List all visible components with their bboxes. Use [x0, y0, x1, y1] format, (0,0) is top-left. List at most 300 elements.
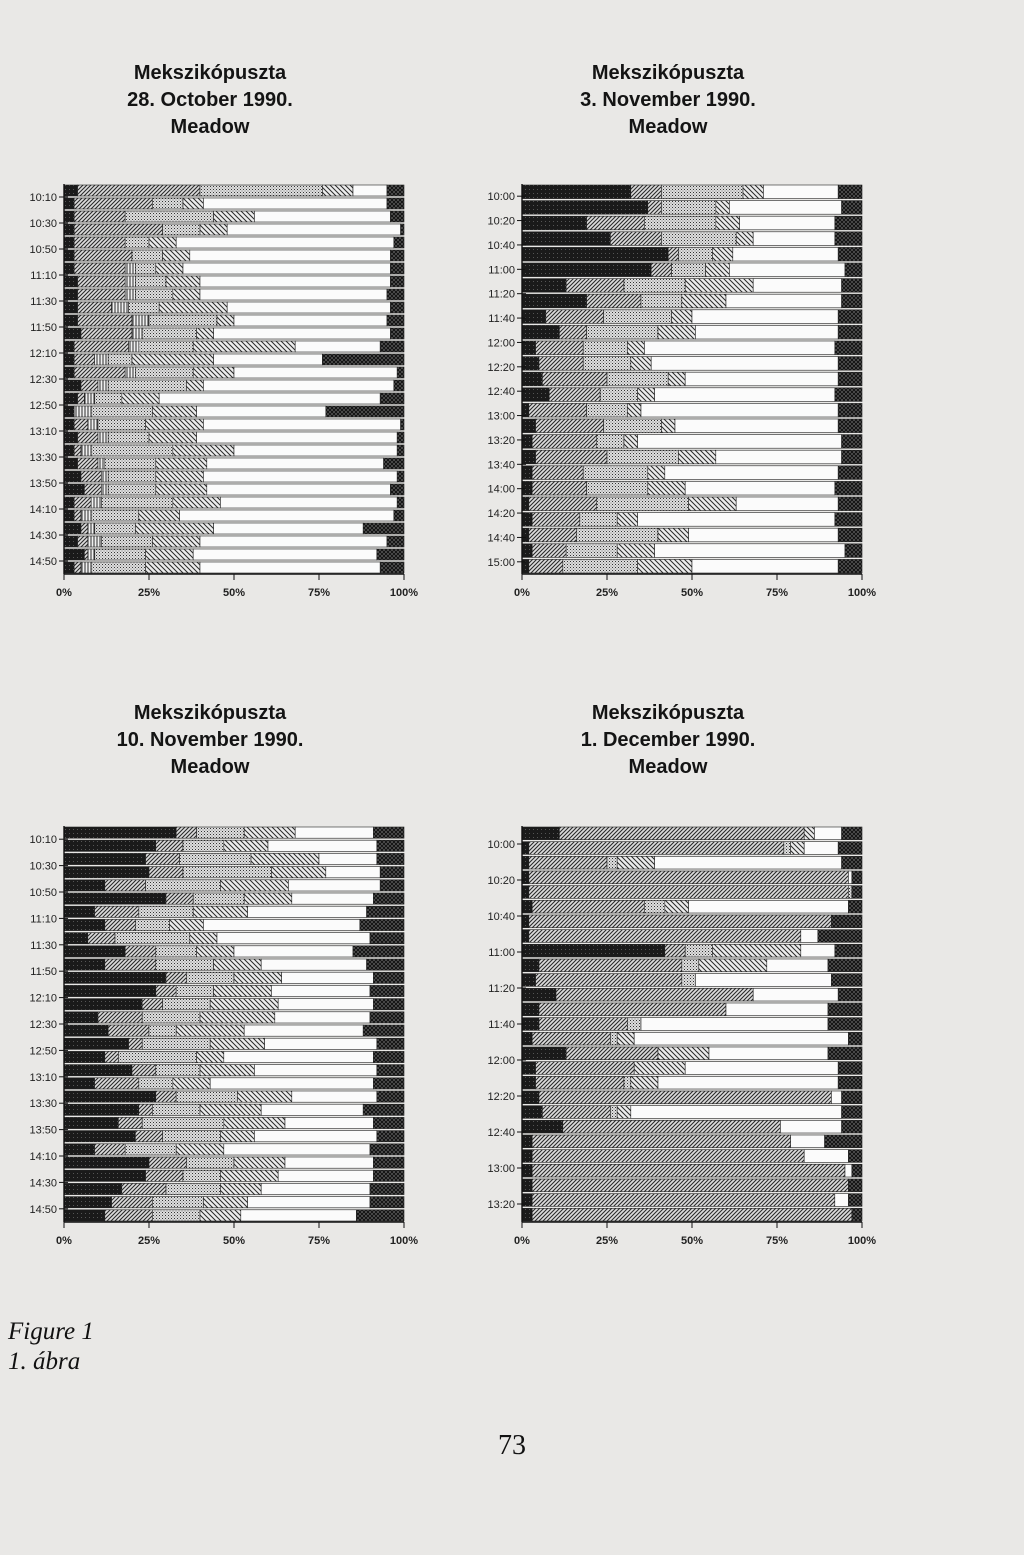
stipple-seg-2-1 [661, 185, 743, 199]
white-seg-2-9 [692, 310, 838, 324]
black-seg-1-16 [64, 380, 81, 391]
fdiag-seg-4-11 [536, 974, 682, 987]
y-tick-label: 13:00 [487, 410, 515, 423]
stipple-seg-4-6 [644, 900, 664, 913]
white-seg-4-16 [709, 1047, 828, 1060]
y-tick-label: 14:10 [29, 504, 57, 516]
stipple-seg-2-14 [600, 388, 637, 402]
figure-caption-english: Figure 1 [8, 1318, 94, 1345]
black-seg-3-24 [64, 1131, 135, 1142]
white-seg-1-6 [190, 250, 391, 261]
bdiag-seg-1-12 [197, 328, 214, 339]
vert-seg-1-21 [81, 445, 91, 456]
fdiag-seg-1-3 [74, 211, 125, 222]
black-seg-3-8 [64, 919, 105, 930]
black-seg-4-13 [522, 1003, 539, 1016]
black-seg-2-16 [522, 419, 536, 433]
white-seg-2-25 [692, 559, 838, 573]
cross-seg-3-2 [377, 840, 404, 851]
white-seg-4-2 [804, 842, 838, 855]
black-seg-1-30 [64, 562, 74, 573]
stipple-seg-3-5 [146, 880, 221, 891]
white-seg-4-21 [780, 1120, 841, 1133]
white-seg-3-16 [244, 1025, 363, 1036]
stipple-seg-2-4 [661, 232, 736, 246]
white-seg-2-3 [740, 216, 835, 230]
cross-seg-2-22 [835, 513, 862, 527]
fdiag-seg-3-4 [149, 867, 183, 878]
fdiag-seg-1-5 [74, 237, 125, 248]
stipple-seg-3-15 [142, 1012, 200, 1023]
white-seg-1-2 [203, 198, 387, 209]
fdiag-seg-2-17 [532, 435, 597, 449]
white-seg-3-30 [241, 1210, 357, 1221]
fdiag-seg-3-5 [105, 880, 146, 891]
stipple-seg-1-6 [132, 250, 163, 261]
stipple-seg-3-23 [142, 1117, 224, 1128]
black-seg-2-10 [522, 325, 559, 339]
fdiag-seg-3-9 [88, 933, 115, 944]
x-tick-label: 25% [137, 1235, 161, 1247]
black-seg-3-5 [64, 880, 105, 891]
black-seg-2-11 [522, 341, 536, 355]
fdiag-seg-4-23 [532, 1150, 804, 1163]
vert-seg-1-30 [81, 562, 91, 573]
stipple-seg-3-16 [149, 1025, 176, 1036]
black-seg-3-25 [64, 1144, 95, 1155]
stipple-seg-1-8 [135, 276, 166, 287]
x-tick-label: 0% [514, 1235, 530, 1247]
white-seg-1-30 [200, 562, 380, 573]
bdiag-seg-3-8 [169, 919, 203, 930]
y-tick-label: 14:00 [487, 483, 515, 496]
cross-seg-1-1 [387, 185, 404, 196]
cross-seg-1-6 [390, 250, 404, 261]
bdiag-seg-1-20 [149, 432, 197, 443]
white-seg-2-21 [736, 497, 838, 511]
bdiag-seg-1-14 [132, 354, 214, 365]
bdiag-seg-2-6 [706, 263, 730, 277]
bdiag-seg-2-15 [627, 403, 641, 417]
cross-seg-3-4 [380, 867, 404, 878]
black-seg-1-6 [64, 250, 74, 261]
vert-seg-1-17 [84, 393, 94, 404]
cross-seg-2-16 [838, 419, 862, 433]
black-seg-2-5 [522, 247, 668, 261]
cross-seg-4-22 [825, 1135, 862, 1148]
cross-seg-4-16 [828, 1047, 862, 1060]
bdiag-seg-3-13 [214, 985, 272, 996]
fdiag-seg-1-14 [74, 354, 94, 365]
white-seg-1-18 [197, 406, 326, 417]
stipple-seg-1-9 [135, 289, 172, 300]
cross-seg-1-29 [377, 549, 404, 560]
black-seg-1-19 [64, 419, 74, 430]
bdiag-seg-1-8 [166, 276, 200, 287]
black-seg-3-10 [64, 946, 125, 957]
stipple-seg-3-11 [156, 959, 214, 970]
cross-seg-1-14 [322, 354, 404, 365]
x-tick-label: 25% [137, 587, 161, 599]
fdiag-seg-4-21 [563, 1120, 781, 1133]
y-tick-label: 12:00 [487, 1055, 515, 1067]
vert-seg-1-24 [101, 484, 108, 495]
y-tick-label: 13:40 [487, 459, 515, 472]
fdiag-seg-3-17 [129, 1038, 143, 1049]
bdiag-seg-1-9 [173, 289, 200, 300]
cross-seg-2-5 [838, 247, 862, 261]
fdiag-seg-2-16 [536, 419, 604, 433]
fdiag-seg-4-2 [529, 842, 784, 855]
white-seg-2-17 [638, 435, 842, 449]
bdiag-seg-3-27 [220, 1170, 278, 1181]
stipple-seg-3-20 [139, 1078, 173, 1089]
bdiag-seg-3-11 [214, 959, 262, 970]
stipple-seg-4-9 [685, 944, 712, 957]
fdiag-seg-1-22 [78, 458, 98, 469]
bdiag-seg-1-5 [149, 237, 176, 248]
fdiag-seg-2-9 [546, 310, 604, 324]
stipple-seg-4-20 [610, 1106, 617, 1119]
fdiag-seg-3-2 [156, 840, 183, 851]
stipple-seg-1-28 [101, 536, 152, 547]
fdiag-seg-1-29 [84, 549, 87, 560]
cross-seg-3-13 [370, 985, 404, 996]
fdiag-seg-3-21 [156, 1091, 176, 1102]
white-seg-1-23 [203, 471, 397, 482]
white-seg-2-12 [651, 357, 838, 371]
fdiag-seg-3-16 [108, 1025, 149, 1036]
cross-seg-1-12 [390, 328, 404, 339]
y-tick-label: 12:30 [29, 374, 57, 386]
fdiag-seg-4-19 [539, 1091, 831, 1104]
stipple-seg-1-24 [108, 484, 156, 495]
x-tick-label: 75% [307, 1235, 331, 1247]
bdiag-seg-3-6 [244, 893, 292, 904]
cross-seg-2-8 [842, 294, 862, 308]
white-seg-1-22 [207, 458, 384, 469]
black-seg-2-9 [522, 310, 546, 324]
white-seg-1-26 [180, 510, 394, 521]
fdiag-seg-2-11 [536, 341, 584, 355]
x-tick-label: 75% [765, 1235, 789, 1247]
fdiag-seg-3-26 [149, 1157, 186, 1168]
black-seg-3-30 [64, 1210, 105, 1221]
fdiag-seg-1-9 [78, 289, 126, 300]
fdiag-seg-2-20 [532, 481, 586, 495]
white-seg-1-4 [227, 224, 400, 235]
black-seg-1-25 [64, 497, 74, 508]
fdiag-seg-1-15 [74, 367, 125, 378]
cross-seg-3-27 [373, 1170, 404, 1181]
fdiag-seg-3-14 [142, 999, 162, 1010]
black-seg-2-23 [522, 528, 529, 542]
fdiag-seg-3-3 [146, 853, 180, 864]
fdiag-seg-2-22 [532, 513, 580, 527]
stipple-seg-1-1 [200, 185, 322, 196]
stipple-seg-2-10 [587, 325, 658, 339]
fdiag-seg-1-25 [74, 497, 91, 508]
white-seg-2-10 [695, 325, 838, 339]
vert-seg-1-12 [132, 328, 142, 339]
cross-seg-4-7 [831, 915, 862, 928]
bdiag-seg-3-23 [224, 1117, 285, 1128]
fdiag-seg-4-26 [532, 1194, 835, 1207]
stipple-seg-3-30 [152, 1210, 200, 1221]
white-seg-4-17 [685, 1062, 838, 1075]
white-seg-2-6 [729, 263, 845, 277]
fdiag-seg-3-10 [125, 946, 156, 957]
fdiag-seg-1-24 [84, 484, 101, 495]
bdiag-seg-4-1 [804, 827, 814, 840]
white-seg-2-15 [641, 403, 838, 417]
fdiag-seg-1-27 [81, 523, 88, 534]
cross-seg-2-11 [835, 341, 862, 355]
white-seg-1-3 [254, 211, 390, 222]
stipple-seg-3-8 [135, 919, 169, 930]
cross-seg-3-30 [356, 1210, 404, 1221]
y-tick-label: 10:20 [487, 875, 515, 887]
vert-seg-1-9 [125, 289, 135, 300]
black-seg-4-4 [522, 871, 529, 884]
stipple-seg-3-18 [118, 1051, 196, 1062]
fdiag-seg-2-8 [587, 294, 641, 308]
fdiag-seg-4-10 [539, 959, 682, 972]
black-seg-4-8 [522, 930, 529, 943]
bdiag-seg-3-16 [176, 1025, 244, 1036]
fdiag-seg-2-19 [532, 466, 583, 480]
vert-seg-1-19 [88, 419, 98, 430]
y-tick-label: 11:10 [30, 270, 57, 282]
y-tick-label: 12:50 [29, 400, 57, 412]
fdiag-seg-2-21 [529, 497, 597, 511]
white-seg-3-18 [224, 1051, 374, 1062]
x-tick-label: 25% [595, 1235, 619, 1247]
black-seg-3-15 [64, 1012, 98, 1023]
white-seg-1-24 [207, 484, 391, 495]
stipple-seg-2-19 [583, 466, 648, 480]
black-seg-4-23 [522, 1150, 532, 1163]
white-seg-1-20 [197, 432, 398, 443]
black-seg-1-23 [64, 471, 81, 482]
vert-seg-1-11 [132, 315, 149, 326]
bdiag-seg-3-30 [200, 1210, 241, 1221]
bdiag-seg-1-17 [122, 393, 159, 404]
cross-seg-4-9 [835, 944, 862, 957]
y-tick-label: 12:30 [29, 1019, 57, 1031]
stipple-seg-3-7 [139, 906, 193, 917]
y-tick-label: 15:00 [487, 556, 515, 569]
black-seg-1-15 [64, 367, 74, 378]
stipple-seg-2-20 [587, 481, 648, 495]
black-seg-4-18 [522, 1076, 536, 1089]
cross-seg-3-3 [377, 853, 404, 864]
cross-seg-1-23 [397, 471, 404, 482]
cross-seg-1-10 [390, 302, 404, 313]
fdiag-seg-2-5 [668, 247, 678, 261]
cross-seg-3-23 [373, 1117, 404, 1128]
bdiag-seg-3-9 [190, 933, 217, 944]
white-seg-3-24 [254, 1131, 376, 1142]
white-seg-3-14 [278, 999, 373, 1010]
fdiag-seg-1-21 [74, 445, 81, 456]
y-tick-label: 10:00 [487, 191, 515, 204]
white-seg-1-12 [214, 328, 391, 339]
white-seg-2-1 [763, 185, 838, 199]
cross-seg-4-8 [818, 930, 862, 943]
y-tick-label: 12:20 [487, 361, 515, 374]
cross-seg-2-17 [842, 435, 862, 449]
stipple-seg-1-15 [135, 367, 193, 378]
black-seg-2-7 [522, 279, 566, 293]
fdiag-seg-4-16 [566, 1047, 658, 1060]
bdiag-seg-4-2 [791, 842, 805, 855]
white-seg-4-20 [631, 1106, 842, 1119]
fdiag-seg-1-13 [74, 341, 128, 352]
cross-seg-2-19 [838, 466, 862, 480]
white-seg-2-5 [733, 247, 838, 261]
white-seg-4-4 [848, 871, 851, 884]
cross-seg-3-22 [363, 1104, 404, 1115]
chart-panel-1 [29, 184, 418, 599]
cross-seg-1-15 [397, 367, 404, 378]
cross-seg-3-26 [373, 1157, 404, 1168]
fdiag-seg-2-12 [539, 357, 583, 371]
y-tick-label: 10:10 [29, 834, 57, 847]
black-seg-1-14 [64, 354, 74, 365]
cross-seg-2-2 [842, 201, 862, 215]
cross-seg-3-7 [367, 906, 404, 917]
x-tick-label: 50% [222, 587, 246, 599]
x-tick-label: 25% [595, 587, 619, 599]
cross-seg-2-13 [838, 372, 862, 386]
cross-seg-4-6 [848, 900, 862, 913]
cross-seg-1-13 [380, 341, 404, 352]
x-tick-label: 100% [389, 1235, 419, 1247]
stipple-seg-1-18 [91, 406, 152, 417]
bdiag-seg-2-9 [672, 310, 692, 324]
white-seg-2-4 [753, 232, 835, 246]
black-seg-3-22 [64, 1104, 139, 1115]
white-seg-4-12 [753, 988, 838, 1001]
cross-seg-4-19 [842, 1091, 862, 1104]
stipple-seg-1-14 [108, 354, 132, 365]
y-tick-label: 13:10 [29, 1071, 57, 1084]
stipple-seg-2-17 [597, 435, 624, 449]
white-seg-4-15 [634, 1032, 848, 1045]
stipple-seg-2-3 [644, 216, 715, 230]
y-tick-label: 11:10 [30, 913, 57, 926]
white-seg-3-22 [261, 1104, 363, 1115]
y-tick-label: 12:10 [29, 348, 57, 360]
bdiag-seg-4-10 [699, 959, 767, 972]
cross-seg-3-18 [373, 1051, 404, 1062]
cross-seg-2-9 [838, 310, 862, 324]
fdiag-seg-4-14 [539, 1018, 627, 1031]
white-seg-3-21 [292, 1091, 377, 1102]
cross-seg-4-17 [838, 1062, 862, 1075]
cross-seg-3-6 [373, 893, 404, 904]
bdiag-seg-1-28 [152, 536, 200, 547]
black-seg-1-29 [64, 549, 84, 560]
bdiag-seg-1-21 [173, 445, 234, 456]
white-seg-2-11 [644, 341, 834, 355]
stipple-seg-3-1 [197, 827, 245, 838]
chart-title-line: Meadow [628, 116, 708, 138]
chart-title-3 [60, 700, 360, 781]
bdiag-seg-3-18 [197, 1051, 224, 1062]
black-seg-3-26 [64, 1157, 149, 1168]
x-tick-label: 75% [307, 587, 331, 599]
black-seg-2-17 [522, 435, 532, 449]
fdiag-seg-3-20 [95, 1078, 139, 1089]
white-seg-3-17 [265, 1038, 377, 1049]
vert-seg-1-25 [91, 497, 101, 508]
black-seg-1-1 [64, 185, 78, 196]
black-seg-1-10 [64, 302, 78, 313]
vert-seg-1-13 [129, 341, 139, 352]
stipple-seg-1-10 [129, 302, 160, 313]
cross-seg-3-24 [377, 1131, 404, 1142]
fdiag-seg-1-11 [78, 315, 132, 326]
black-seg-2-18 [522, 450, 536, 464]
white-seg-3-26 [285, 1157, 373, 1168]
stipple-seg-2-6 [672, 263, 706, 277]
fdiag-seg-3-25 [95, 1144, 126, 1155]
white-seg-1-25 [220, 497, 397, 508]
white-seg-4-13 [726, 1003, 828, 1016]
bdiag-seg-3-15 [200, 1012, 275, 1023]
black-seg-1-18 [64, 406, 74, 417]
bdiag-seg-1-10 [159, 302, 227, 313]
fdiag-seg-4-7 [529, 915, 832, 928]
black-seg-2-24 [522, 544, 532, 558]
black-seg-2-22 [522, 513, 532, 527]
bdiag-seg-1-25 [173, 497, 221, 508]
cross-seg-3-25 [370, 1144, 404, 1155]
black-seg-1-13 [64, 341, 74, 352]
cross-seg-3-16 [363, 1025, 404, 1036]
white-seg-4-6 [689, 900, 849, 913]
white-seg-3-3 [319, 853, 377, 864]
bdiag-seg-3-12 [234, 972, 282, 983]
white-seg-1-7 [183, 263, 390, 274]
black-seg-3-1 [64, 827, 176, 838]
x-tick-label: 100% [847, 1235, 877, 1247]
stipple-seg-1-13 [139, 341, 193, 352]
stipple-seg-3-19 [156, 1065, 200, 1076]
white-seg-2-20 [685, 481, 835, 495]
stipple-seg-1-25 [101, 497, 172, 508]
fdiag-seg-2-6 [651, 263, 671, 277]
chart-panel-2 [487, 184, 876, 599]
vert-seg-1-28 [88, 536, 102, 547]
fdiag-seg-1-28 [78, 536, 88, 547]
cross-seg-4-3 [842, 856, 862, 869]
cross-seg-3-14 [373, 999, 404, 1010]
y-tick-label: 12:40 [487, 1127, 515, 1139]
bdiag-seg-2-8 [682, 294, 726, 308]
stipple-seg-4-5 [848, 886, 851, 899]
cross-seg-1-27 [363, 523, 404, 534]
white-seg-4-23 [804, 1150, 848, 1163]
bdiag-seg-3-22 [200, 1104, 261, 1115]
stipple-seg-1-11 [149, 315, 217, 326]
black-seg-1-2 [64, 198, 74, 209]
bdiag-seg-2-18 [678, 450, 715, 464]
cross-seg-1-19 [401, 419, 404, 430]
bdiag-seg-2-21 [689, 497, 737, 511]
